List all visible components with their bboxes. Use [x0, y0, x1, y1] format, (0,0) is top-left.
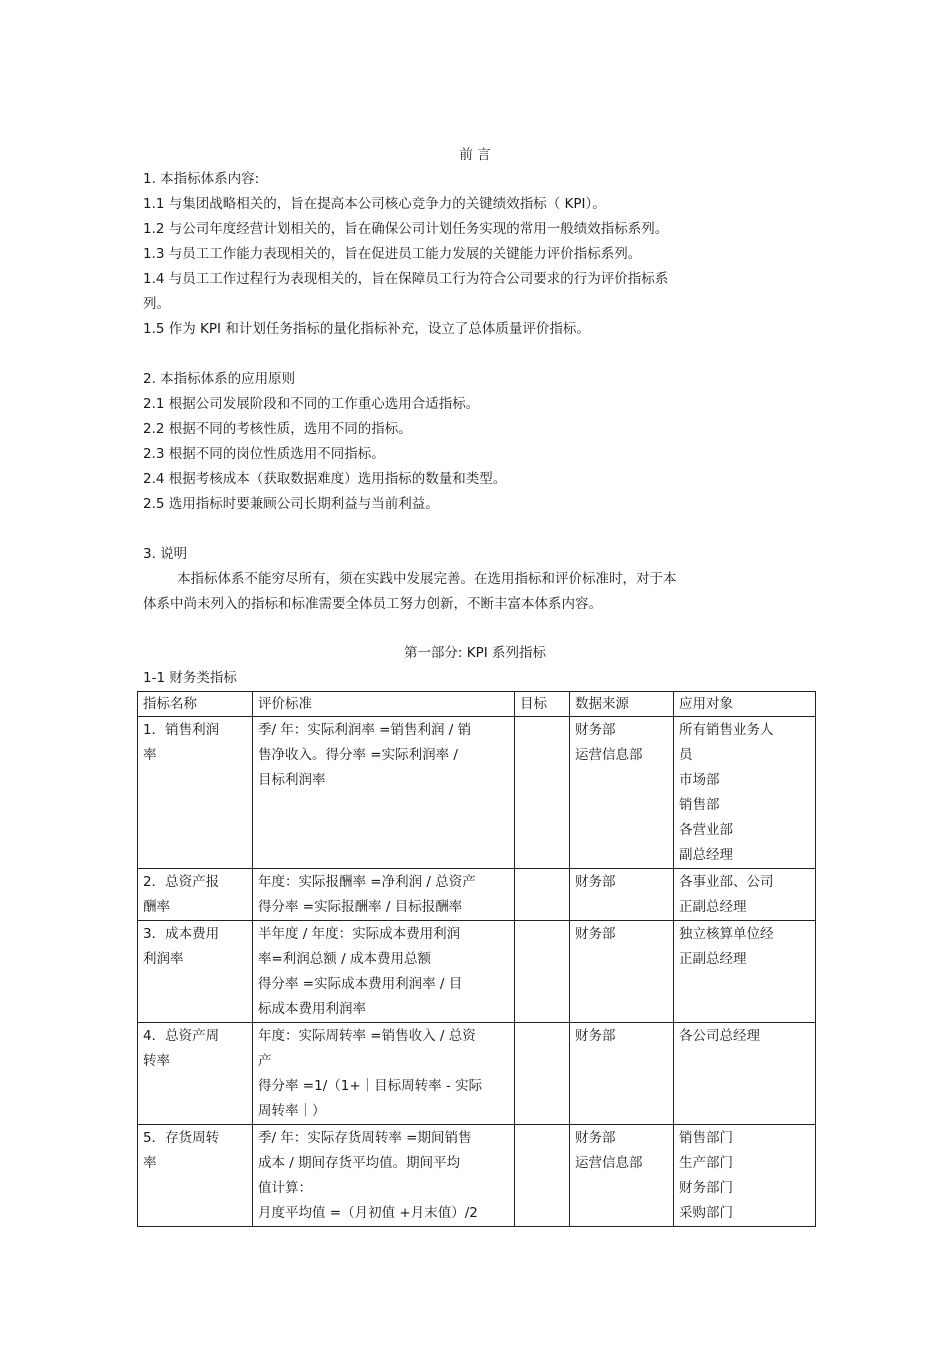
column-header-name: 指标名称 [138, 692, 253, 717]
preface-title: 前 言 [459, 147, 491, 163]
table-row [138, 921, 816, 1023]
table-header-row [138, 692, 816, 717]
section2-item: 2.4 根据考核成本（获取数据难度）选用指标的数量和类型。 [143, 471, 507, 487]
table-row [138, 869, 816, 921]
data-source-cell: 财务部 [570, 1023, 674, 1125]
indicator-name-cell: 2．总资产报 酬率 [138, 869, 253, 921]
target-cell [515, 1125, 570, 1227]
financial-kpi-table [137, 691, 816, 1227]
apply-target-cell: 销售部门 生产部门 财务部门 采购部门 [674, 1125, 816, 1227]
table-row [138, 1023, 816, 1125]
apply-target-cell: 独立核算单位经 正副总经理 [674, 921, 816, 1023]
section1-item: 1.5 作为 KPI 和计划任务指标的量化指标补充，设立了总体质量评价指标。 [143, 321, 590, 337]
section2-item: 2.5 选用指标时要兼顾公司长期利益与当前利益。 [143, 496, 439, 512]
section2-heading: 2. 本指标体系的应用原则 [143, 371, 296, 387]
data-source-cell: 财务部 [570, 869, 674, 921]
section1-item: 1.3 与员工工作能力表现相关的，旨在促进员工能力发展的关键能力评价指标系列。 [143, 246, 642, 262]
column-header-source: 数据来源 [570, 692, 674, 717]
criteria-cell: 季/ 年：实际存货周转率 =期间销售 成本 / 期间存货平均值。期间平均 值计算： 月度平均值 =（月初值 +月末值）/2 [253, 1125, 515, 1227]
criteria-cell: 季/ 年：实际利润率 =销售利润 / 销 售净收入。得分率 =实际利润率 / 目标利润率 [253, 717, 515, 869]
section2-item: 2.2 根据不同的考核性质，选用不同的指标。 [143, 421, 412, 437]
table-row [138, 717, 816, 869]
indicator-name-cell: 4．总资产周 转率 [138, 1023, 253, 1125]
data-source-cell: 财务部 运营信息部 [570, 1125, 674, 1227]
table-caption: 1-1 财务类指标 [143, 670, 237, 686]
target-cell [515, 717, 570, 869]
section1-item: 1.2 与公司年度经营计划相关的，旨在确保公司计划任务实现的常用一般绩效指标系列。 [143, 221, 669, 237]
criteria-cell: 年度：实际报酬率 =净利润 / 总资产 得分率 =实际报酬率 / 目标报酬率 [253, 869, 515, 921]
table-row [138, 1125, 816, 1227]
section2-item: 2.3 根据不同的岗位性质选用不同指标。 [143, 446, 385, 462]
column-header-target: 目标 [515, 692, 570, 717]
indicator-name-cell: 3．成本费用 利润率 [138, 921, 253, 1023]
section1-item: 1.1 与集团战略相关的，旨在提高本公司核心竞争力的关键绩效指标（ KPI）。 [143, 196, 606, 212]
column-header-criteria: 评价标准 [253, 692, 515, 717]
target-cell [515, 1023, 570, 1125]
target-cell [515, 921, 570, 1023]
data-source-cell: 财务部 运营信息部 [570, 717, 674, 869]
apply-target-cell: 各公司总经理 [674, 1023, 816, 1125]
column-header-apply: 应用对象 [674, 692, 816, 717]
section3-paragraph-line: 本指标体系不能穷尽所有，须在实践中发展完善。在选用指标和评价标准时，对于本 [177, 571, 677, 587]
apply-target-cell: 所有销售业务人 员 市场部 销售部 各营业部 副总经理 [674, 717, 816, 869]
apply-target-cell: 各事业部、公司 正副总经理 [674, 869, 816, 921]
section1-item: 列。 [143, 296, 170, 312]
section3-paragraph-line: 体系中尚未列入的指标和标准需要全体员工努力创新，不断丰富本体系内容。 [143, 596, 602, 612]
criteria-cell: 年度：实际周转率 =销售收入 / 总资 产 得分率 =1/（1+｜目标周转率 - 实际 周转率｜） [253, 1023, 515, 1125]
target-cell [515, 869, 570, 921]
part1-title: 第一部分: KPI 系列指标 [403, 645, 547, 661]
section3-heading: 3. 说明 [143, 546, 188, 562]
section2-item: 2.1 根据公司发展阶段和不同的工作重心选用合适指标。 [143, 396, 480, 412]
section1-heading: 1. 本指标体系内容: [143, 171, 260, 187]
indicator-name-cell: 5．存货周转 率 [138, 1125, 253, 1227]
section1-item: 1.4 与员工工作过程行为表现相关的，旨在保障员工行为符合公司要求的行为评价指标系 [143, 271, 669, 287]
data-source-cell: 财务部 [570, 921, 674, 1023]
criteria-cell: 半年度 / 年度：实际成本费用利润 率=利润总额 / 成本费用总额 得分率 =实际成本费用利润率 / 目 标成本费用利润率 [253, 921, 515, 1023]
indicator-name-cell: 1．销售利润 率 [138, 717, 253, 869]
